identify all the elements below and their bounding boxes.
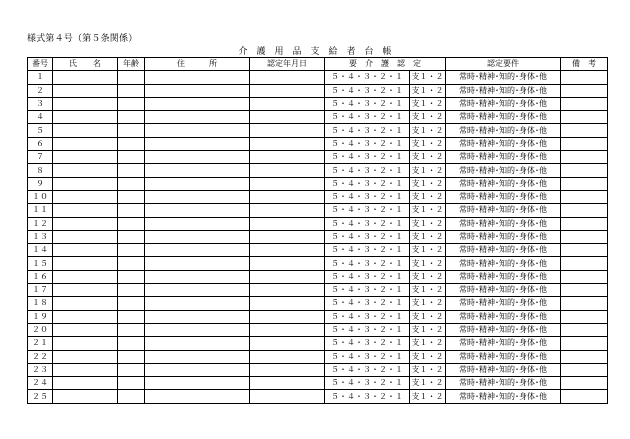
- header-address: 住 所: [145, 58, 250, 71]
- requirement-cell: 常時･精神･知的･身体･他: [446, 350, 561, 363]
- care-grade-cell: ５・４・３・２・１: [325, 257, 410, 270]
- address-cell[interactable]: [145, 350, 250, 363]
- care-grade-cell: ５・４・３・２・１: [325, 337, 410, 350]
- cert-date-cell[interactable]: [250, 190, 325, 203]
- age-cell[interactable]: [118, 164, 145, 177]
- care-grade-cell: ５・４・３・２・１: [325, 323, 410, 336]
- header-cert-date: 認定年月日: [250, 58, 325, 71]
- age-cell[interactable]: [118, 124, 145, 137]
- support-level-cell: 支１・２: [410, 137, 446, 150]
- support-level-cell: 支１・２: [410, 377, 446, 390]
- cert-date-cell[interactable]: [250, 217, 325, 230]
- remarks-cell[interactable]: [561, 297, 608, 310]
- name-cell[interactable]: [53, 284, 118, 297]
- remarks-cell[interactable]: [561, 190, 608, 203]
- name-cell[interactable]: [53, 270, 118, 283]
- name-cell[interactable]: [53, 204, 118, 217]
- requirement-cell: 常時･精神･知的･身体･他: [446, 190, 561, 203]
- address-cell[interactable]: [145, 217, 250, 230]
- row-number-cell: ２３: [28, 363, 53, 376]
- requirement-cell: 常時･精神･知的･身体･他: [446, 377, 561, 390]
- address-cell[interactable]: [145, 111, 250, 124]
- address-cell[interactable]: [145, 177, 250, 190]
- requirement-cell: 常時･精神･知的･身体･他: [446, 164, 561, 177]
- table-row: [28, 270, 608, 283]
- requirement-cell: 常時･精神･知的･身体･他: [446, 244, 561, 257]
- support-level-cell: 支１・２: [410, 363, 446, 376]
- age-cell[interactable]: [118, 217, 145, 230]
- remarks-cell[interactable]: [561, 257, 608, 270]
- support-level-cell: 支１・２: [410, 177, 446, 190]
- cert-date-cell[interactable]: [250, 310, 325, 323]
- remarks-cell[interactable]: [561, 230, 608, 243]
- address-cell[interactable]: [145, 97, 250, 110]
- row-number-cell: ２０: [28, 323, 53, 336]
- name-cell[interactable]: [53, 151, 118, 164]
- table-row: [28, 71, 608, 84]
- address-cell[interactable]: [145, 190, 250, 203]
- remarks-cell[interactable]: [561, 177, 608, 190]
- table-row: [28, 310, 608, 323]
- age-cell[interactable]: [118, 377, 145, 390]
- row-number-cell: ２２: [28, 350, 53, 363]
- age-cell[interactable]: [118, 71, 145, 84]
- name-cell[interactable]: [53, 230, 118, 243]
- row-number-cell: １０: [28, 190, 53, 203]
- support-level-cell: 支１・２: [410, 71, 446, 84]
- remarks-cell[interactable]: [561, 111, 608, 124]
- table-row: [28, 284, 608, 297]
- name-cell[interactable]: [53, 217, 118, 230]
- row-number-cell: ２１: [28, 337, 53, 350]
- support-level-cell: 支１・２: [410, 190, 446, 203]
- address-cell[interactable]: [145, 323, 250, 336]
- support-level-cell: 支１・２: [410, 84, 446, 97]
- remarks-cell[interactable]: [561, 337, 608, 350]
- address-cell[interactable]: [145, 257, 250, 270]
- address-cell[interactable]: [145, 337, 250, 350]
- table-row: [28, 350, 608, 363]
- cert-date-cell[interactable]: [250, 257, 325, 270]
- support-level-cell: 支１・２: [410, 390, 446, 403]
- cert-date-cell[interactable]: [250, 244, 325, 257]
- cert-date-cell[interactable]: [250, 390, 325, 403]
- table-row: [28, 363, 608, 376]
- table-row: [28, 390, 608, 403]
- requirement-cell: 常時･精神･知的･身体･他: [446, 363, 561, 376]
- row-number-cell: ２４: [28, 377, 53, 390]
- age-cell[interactable]: [118, 337, 145, 350]
- care-grade-cell: ５・４・３・２・１: [325, 363, 410, 376]
- address-cell[interactable]: [145, 124, 250, 137]
- row-number-cell: ４: [28, 111, 53, 124]
- cert-date-cell[interactable]: [250, 111, 325, 124]
- row-number-cell: ２５: [28, 390, 53, 403]
- address-cell[interactable]: [145, 377, 250, 390]
- cert-date-cell[interactable]: [250, 363, 325, 376]
- table-row: [28, 257, 608, 270]
- age-cell[interactable]: [118, 244, 145, 257]
- header-name: 氏 名: [53, 58, 118, 71]
- name-cell[interactable]: [53, 323, 118, 336]
- care-grade-cell: ５・４・３・２・１: [325, 217, 410, 230]
- name-cell[interactable]: [53, 337, 118, 350]
- care-grade-cell: ５・４・３・２・１: [325, 177, 410, 190]
- name-cell[interactable]: [53, 124, 118, 137]
- remarks-cell[interactable]: [561, 310, 608, 323]
- age-cell[interactable]: [118, 323, 145, 336]
- name-cell[interactable]: [53, 363, 118, 376]
- table-row: [28, 244, 608, 257]
- row-number-cell: ２: [28, 84, 53, 97]
- care-grade-cell: ５・４・３・２・１: [325, 71, 410, 84]
- row-number-cell: １９: [28, 310, 53, 323]
- cert-date-cell[interactable]: [250, 137, 325, 150]
- address-cell[interactable]: [145, 84, 250, 97]
- table-row: [28, 97, 608, 110]
- support-level-cell: 支１・２: [410, 230, 446, 243]
- remarks-cell[interactable]: [561, 137, 608, 150]
- cert-date-cell[interactable]: [250, 337, 325, 350]
- remarks-cell[interactable]: [561, 84, 608, 97]
- name-cell[interactable]: [53, 310, 118, 323]
- support-level-cell: 支１・２: [410, 244, 446, 257]
- address-cell[interactable]: [145, 230, 250, 243]
- age-cell[interactable]: [118, 363, 145, 376]
- name-cell[interactable]: [53, 177, 118, 190]
- remarks-cell[interactable]: [561, 377, 608, 390]
- care-grade-cell: ５・４・３・２・１: [325, 270, 410, 283]
- row-number-cell: １６: [28, 270, 53, 283]
- table-row: [28, 84, 608, 97]
- support-level-cell: 支１・２: [410, 97, 446, 110]
- row-number-cell: ３: [28, 97, 53, 110]
- address-cell[interactable]: [145, 244, 250, 257]
- cert-date-cell[interactable]: [250, 97, 325, 110]
- table-row: [28, 151, 608, 164]
- cert-date-cell[interactable]: [250, 350, 325, 363]
- page-title: 介 護 用 品 支 給 者 台 帳: [238, 47, 392, 57]
- support-level-cell: 支１・２: [410, 124, 446, 137]
- row-number-cell: １８: [28, 297, 53, 310]
- name-cell[interactable]: [53, 71, 118, 84]
- cert-date-cell[interactable]: [250, 84, 325, 97]
- cert-date-cell[interactable]: [250, 151, 325, 164]
- remarks-cell[interactable]: [561, 71, 608, 84]
- care-grade-cell: ５・４・３・２・１: [325, 84, 410, 97]
- requirement-cell: 常時･精神･知的･身体･他: [446, 97, 561, 110]
- remarks-cell[interactable]: [561, 151, 608, 164]
- age-cell[interactable]: [118, 257, 145, 270]
- address-cell[interactable]: [145, 204, 250, 217]
- care-grade-cell: ５・４・３・２・１: [325, 164, 410, 177]
- address-cell[interactable]: [145, 71, 250, 84]
- remarks-cell[interactable]: [561, 390, 608, 403]
- age-cell[interactable]: [118, 270, 145, 283]
- table-row: [28, 217, 608, 230]
- support-level-cell: 支１・２: [410, 310, 446, 323]
- address-cell[interactable]: [145, 164, 250, 177]
- care-grade-cell: ５・４・３・２・１: [325, 244, 410, 257]
- row-number-cell: １３: [28, 230, 53, 243]
- requirement-cell: 常時･精神･知的･身体･他: [446, 337, 561, 350]
- requirement-cell: 常時･精神･知的･身体･他: [446, 137, 561, 150]
- address-cell[interactable]: [145, 270, 250, 283]
- remarks-cell[interactable]: [561, 204, 608, 217]
- name-cell[interactable]: [53, 97, 118, 110]
- row-number-cell: １７: [28, 284, 53, 297]
- requirement-cell: 常時･精神･知的･身体･他: [446, 297, 561, 310]
- support-level-cell: 支１・２: [410, 217, 446, 230]
- age-cell[interactable]: [118, 204, 145, 217]
- requirement-cell: 常時･精神･知的･身体･他: [446, 84, 561, 97]
- row-number-cell: ５: [28, 124, 53, 137]
- header-number: 番号: [28, 58, 53, 71]
- remarks-cell[interactable]: [561, 363, 608, 376]
- table-row: [28, 323, 608, 336]
- address-cell[interactable]: [145, 151, 250, 164]
- table-row: [28, 111, 608, 124]
- cert-date-cell[interactable]: [250, 377, 325, 390]
- table-row: [28, 204, 608, 217]
- table-row: [28, 124, 608, 137]
- requirement-cell: 常時･精神･知的･身体･他: [446, 124, 561, 137]
- address-cell[interactable]: [145, 310, 250, 323]
- cert-date-cell[interactable]: [250, 323, 325, 336]
- age-cell[interactable]: [118, 284, 145, 297]
- row-number-cell: １５: [28, 257, 53, 270]
- requirement-cell: 常時･精神･知的･身体･他: [446, 257, 561, 270]
- support-level-cell: 支１・２: [410, 111, 446, 124]
- care-grade-cell: ５・４・３・２・１: [325, 151, 410, 164]
- age-cell[interactable]: [118, 297, 145, 310]
- cert-date-cell[interactable]: [250, 204, 325, 217]
- age-cell[interactable]: [118, 151, 145, 164]
- support-level-cell: 支１・２: [410, 350, 446, 363]
- care-grade-cell: ５・４・３・２・１: [325, 310, 410, 323]
- table-row: [28, 297, 608, 310]
- requirement-cell: 常時･精神･知的･身体･他: [446, 323, 561, 336]
- row-number-cell: ６: [28, 137, 53, 150]
- row-number-cell: １２: [28, 217, 53, 230]
- care-grade-cell: ５・４・３・２・１: [325, 377, 410, 390]
- header-remarks: 備 考: [561, 58, 608, 71]
- age-cell[interactable]: [118, 230, 145, 243]
- support-level-cell: 支１・２: [410, 337, 446, 350]
- cert-date-cell[interactable]: [250, 71, 325, 84]
- care-grade-cell: ５・４・３・２・１: [325, 204, 410, 217]
- table-row: [28, 230, 608, 243]
- name-cell[interactable]: [53, 111, 118, 124]
- requirement-cell: 常時･精神･知的･身体･他: [446, 71, 561, 84]
- requirement-cell: 常時･精神･知的･身体･他: [446, 151, 561, 164]
- support-level-cell: 支１・２: [410, 164, 446, 177]
- age-cell[interactable]: [118, 97, 145, 110]
- care-grade-cell: ５・４・３・２・１: [325, 111, 410, 124]
- table-row: [28, 177, 608, 190]
- requirement-cell: 常時･精神･知的･身体･他: [446, 284, 561, 297]
- table-row: [28, 337, 608, 350]
- address-cell[interactable]: [145, 137, 250, 150]
- supply-ledger-table: [27, 57, 608, 404]
- care-grade-cell: ５・４・３・２・１: [325, 390, 410, 403]
- remarks-cell[interactable]: [561, 97, 608, 110]
- requirement-cell: 常時･精神･知的･身体･他: [446, 230, 561, 243]
- requirement-cell: 常時･精神･知的･身体･他: [446, 310, 561, 323]
- header-row: [28, 58, 608, 71]
- cert-date-cell[interactable]: [250, 230, 325, 243]
- support-level-cell: 支１・２: [410, 151, 446, 164]
- address-cell[interactable]: [145, 390, 250, 403]
- age-cell[interactable]: [118, 190, 145, 203]
- care-grade-cell: ５・４・３・２・１: [325, 124, 410, 137]
- requirement-cell: 常時･精神･知的･身体･他: [446, 111, 561, 124]
- form-number-label: 様式第４号（第５条関係）: [27, 34, 138, 44]
- age-cell[interactable]: [118, 350, 145, 363]
- support-level-cell: 支１・２: [410, 284, 446, 297]
- support-level-cell: 支１・２: [410, 270, 446, 283]
- age-cell[interactable]: [118, 310, 145, 323]
- name-cell[interactable]: [53, 257, 118, 270]
- header-requirement: 認定要件: [446, 58, 561, 71]
- care-grade-cell: ５・４・３・２・１: [325, 230, 410, 243]
- name-cell[interactable]: [53, 137, 118, 150]
- cert-date-cell[interactable]: [250, 297, 325, 310]
- age-cell[interactable]: [118, 137, 145, 150]
- requirement-cell: 常時･精神･知的･身体･他: [446, 270, 561, 283]
- remarks-cell[interactable]: [561, 323, 608, 336]
- remarks-cell[interactable]: [561, 284, 608, 297]
- requirement-cell: 常時･精神･知的･身体･他: [446, 177, 561, 190]
- name-cell[interactable]: [53, 84, 118, 97]
- table-row: [28, 377, 608, 390]
- cert-date-cell[interactable]: [250, 177, 325, 190]
- cert-date-cell[interactable]: [250, 284, 325, 297]
- name-cell[interactable]: [53, 350, 118, 363]
- remarks-cell[interactable]: [561, 217, 608, 230]
- name-cell[interactable]: [53, 164, 118, 177]
- address-cell[interactable]: [145, 363, 250, 376]
- requirement-cell: 常時･精神･知的･身体･他: [446, 217, 561, 230]
- remarks-cell[interactable]: [561, 124, 608, 137]
- name-cell[interactable]: [53, 377, 118, 390]
- remarks-cell[interactable]: [561, 350, 608, 363]
- support-level-cell: 支１・２: [410, 323, 446, 336]
- age-cell[interactable]: [118, 84, 145, 97]
- name-cell[interactable]: [53, 297, 118, 310]
- requirement-cell: 常時･精神･知的･身体･他: [446, 390, 561, 403]
- care-grade-cell: ５・４・３・２・１: [325, 297, 410, 310]
- row-number-cell: ９: [28, 177, 53, 190]
- age-cell[interactable]: [118, 177, 145, 190]
- table-row: [28, 190, 608, 203]
- table-row: [28, 164, 608, 177]
- care-grade-cell: ５・４・３・２・１: [325, 190, 410, 203]
- remarks-cell[interactable]: [561, 164, 608, 177]
- support-level-cell: 支１・２: [410, 204, 446, 217]
- row-number-cell: １４: [28, 244, 53, 257]
- requirement-cell: 常時･精神･知的･身体･他: [446, 204, 561, 217]
- care-grade-cell: ５・４・３・２・１: [325, 137, 410, 150]
- care-grade-cell: ５・４・３・２・１: [325, 284, 410, 297]
- age-cell[interactable]: [118, 390, 145, 403]
- age-cell[interactable]: [118, 111, 145, 124]
- header-age: 年齢: [118, 58, 145, 71]
- name-cell[interactable]: [53, 390, 118, 403]
- care-grade-cell: ５・４・３・２・１: [325, 350, 410, 363]
- header-care-cert: 要 介 護 認 定: [325, 58, 446, 71]
- care-grade-cell: ５・４・３・２・１: [325, 97, 410, 110]
- row-number-cell: １: [28, 71, 53, 84]
- name-cell[interactable]: [53, 190, 118, 203]
- ledger-body: [28, 71, 608, 403]
- row-number-cell: ８: [28, 164, 53, 177]
- row-number-cell: ７: [28, 151, 53, 164]
- support-level-cell: 支１・２: [410, 257, 446, 270]
- remarks-cell[interactable]: [561, 244, 608, 257]
- remarks-cell[interactable]: [561, 270, 608, 283]
- cert-date-cell[interactable]: [250, 124, 325, 137]
- table-row: [28, 137, 608, 150]
- name-cell[interactable]: [53, 244, 118, 257]
- address-cell[interactable]: [145, 297, 250, 310]
- row-number-cell: １１: [28, 204, 53, 217]
- address-cell[interactable]: [145, 284, 250, 297]
- support-level-cell: 支１・２: [410, 297, 446, 310]
- cert-date-cell[interactable]: [250, 164, 325, 177]
- cert-date-cell[interactable]: [250, 270, 325, 283]
